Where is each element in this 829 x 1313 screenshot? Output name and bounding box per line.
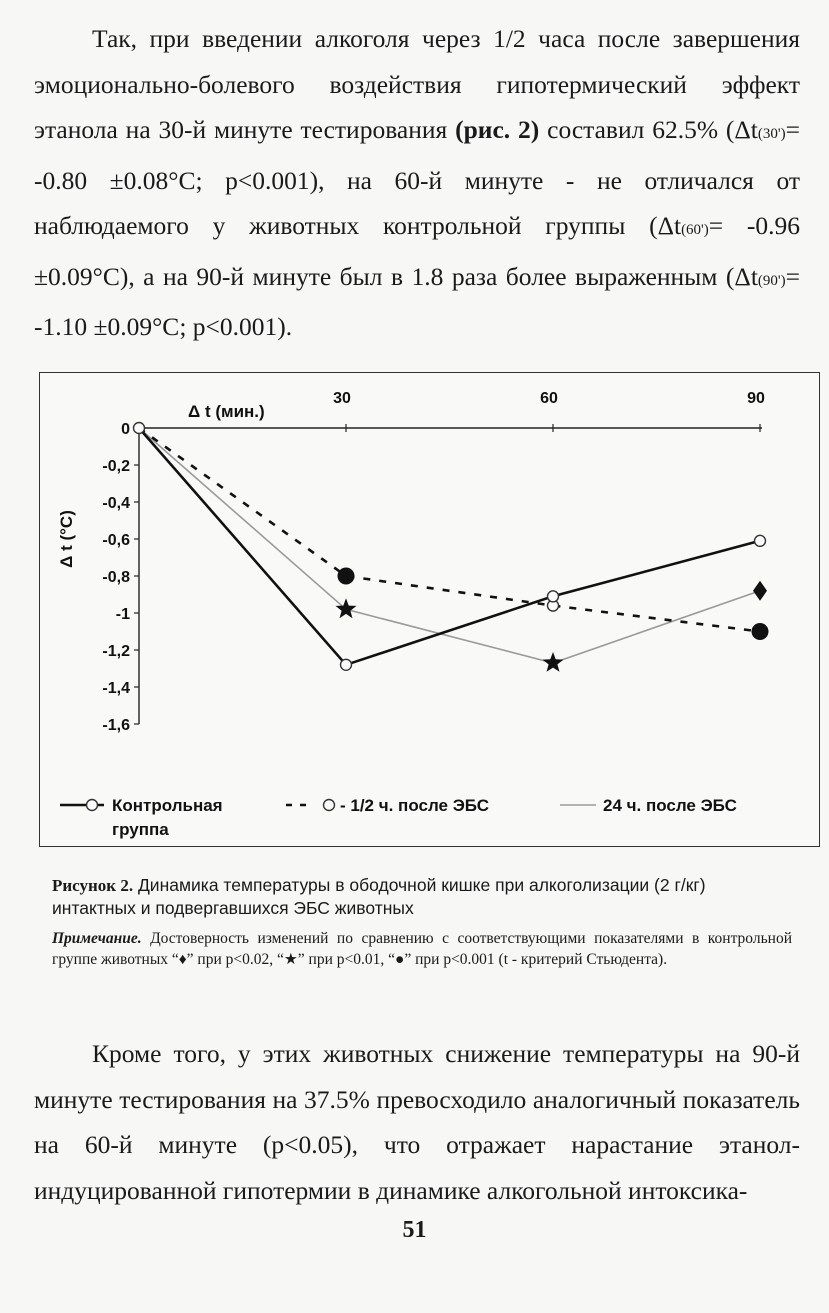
data-point [755,535,766,546]
figure-caption [52,874,792,919]
caption-lead: Рисунок 2. [52,876,134,895]
para1-text-a: Так, при введении алкоголя через 1/2 часа после завершения эмоционально-болевого воздействия гипотермический эффект этанола на 30-й минуте тестирования [34,24,800,144]
series-line [139,428,760,663]
series-line [139,428,760,665]
legend-label-half-hour: - 1/2 ч. после ЭБС [340,796,490,815]
data-point [543,652,564,672]
subscript-30: (30') [757,126,786,142]
y-tick-label: -1,6 [102,717,130,734]
origin-point [134,423,145,434]
para1-text-c: = -0.80 ±0.08°С; р<0.001), на 60-й минуте - не отличался от наблюдаемого у животных контрольной группы (Δt [34,115,800,240]
legend-label-control-line2: группа [112,820,169,839]
figure-frame [39,372,820,847]
data-point [338,568,355,585]
y-tick-label: -1 [115,606,130,623]
data-point [336,598,357,618]
y-tick-label: -1,2 [102,643,130,660]
para1-text-e: = -1.10 ±0.09°С; р<0.001). [34,261,800,341]
para1-text-b: составил 62.5% (Δt [539,115,758,144]
para1-text-d: = -0.96 ±0.09°С), а на 90-й минуте был в 1.8 раза более выраженным (Δt [34,211,801,291]
para2-text: Кроме того, у этих животных снижение температуры на 90-й минуте тестирования на 37.5% превосходило аналогичный показатель на 60-й минуте (р<0.05), что отражает нарастание этанол-индуцированной гипотермии в динамике алкогольной интоксика- [34,1039,800,1205]
paragraph-top [34,16,800,350]
subscript-60: (60') [681,222,709,238]
chart-legend [60,796,737,839]
page-number: 51 [402,1217,427,1243]
series-1 [139,428,760,665]
series-2 [139,428,760,632]
subscript-90: (90') [757,272,786,289]
caption-text: Динамика температуры в ободочной кишке при алкоголизации (2 г/кг) интактных и подвергавшихся ЭБС животных [52,875,706,918]
y-axis-title: Δ t (°C) [57,510,76,568]
data-point [341,659,352,670]
x-tick-label: 30 [333,390,351,407]
y-tick-label: -0,8 [102,569,130,586]
paragraph-bottom [34,1031,800,1213]
x-tick-label: 90 [747,390,765,407]
y-tick-label: -0,2 [102,458,130,475]
series-2-markers [338,568,769,641]
chart-series [134,423,769,672]
note-lead: Примечание. [52,930,142,947]
y-tick-label: 0 [121,421,130,438]
data-point [752,623,769,640]
y-tick-label: -0,4 [102,495,130,512]
legend-label-day: 24 ч. после ЭБС [603,796,737,815]
chart-axes [57,390,765,734]
line-chart [40,373,821,848]
x-axis-title: Δ t (мин.) [188,402,265,421]
x-tick-label: 60 [540,390,558,407]
series-3 [139,428,760,663]
data-point [753,581,767,601]
figure-note [52,928,792,970]
note-text: Достоверность изменений по сравнению с соответствующими показателями в контрольной группе животных “♦” при р<0.02, “★” при р<0.01, “●” при р<0.001 (t - критерий Стьюдента). [52,930,792,968]
y-tick-label: -1,4 [102,680,130,697]
legend-marker-control [87,800,98,811]
data-point [548,591,559,602]
y-tick-label: -0,6 [102,532,130,549]
legend-label-control: Контрольная [112,796,223,815]
series-line [139,428,760,632]
figure-reference: (рис. 2) [455,115,540,144]
legend-marker-half-hour [324,800,335,811]
